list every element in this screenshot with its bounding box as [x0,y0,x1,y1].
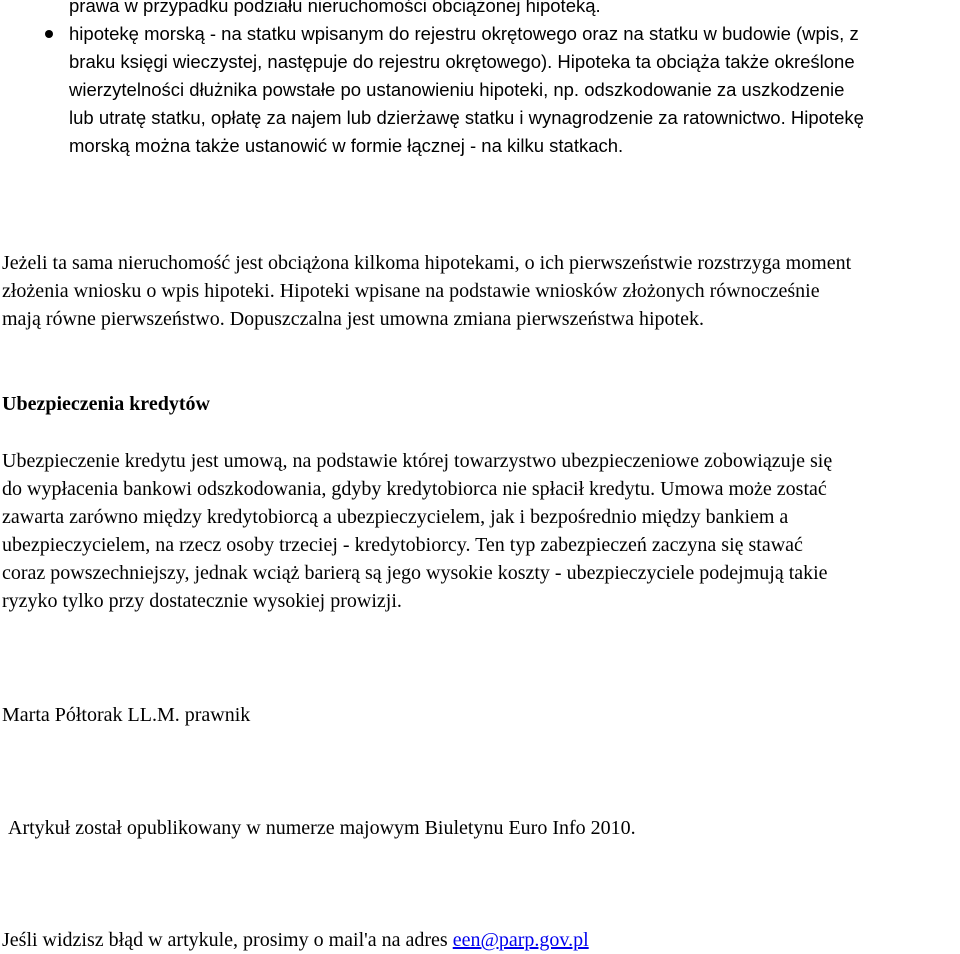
paragraph-line: złożenia wniosku o wpis hipoteki. Hipoteki wpisane na podstawie wniosków złożonych równocześnie [2,280,820,302]
paragraph-line: Jeżeli ta sama nieruchomość jest obciążona kilkoma hipotekami, o ich pierwszeństwie rozstrzyga moment [2,252,852,274]
paragraph-line: coraz powszechniejszy, jednak wciąż barierą są jego wysokie koszty - ubezpieczyciele podejmują takie [2,562,828,584]
bullet-line: hipotekę morską - na statku wpisanym do rejestru okrętowego oraz na statku w budowie (wpis, z [69,23,859,44]
paragraph-line: zawarta zarówno między kredytobiorcą a ubezpieczycielem, jak i bezpośrednio między bankiem a [2,506,789,528]
section-heading: Ubezpieczenia kredytów [2,393,210,415]
paragraph-line: mają równe pierwszeństwo. Dopuszczalna jest umowna zmiana pierwszeństwa hipotek. [2,308,704,330]
bullet-item-tail: prawa w przypadku podziału nieruchomości obciążonej hipoteką. [69,0,601,16]
paragraph-line: ubezpieczycielem, na rzecz osoby trzeciej - kredytobiorcy. Ten typ zabezpieczeń zaczyna się stawać [2,534,803,556]
bullet-line: wierzytelności dłużnika powstałe po ustanowieniu hipoteki, np. odszkodowanie za uszkodzenie [69,79,845,100]
paragraph-line: ryzyko tylko przy dostatecznie wysokiej prowizji. [2,590,402,612]
email-link[interactable]: een@parp.gov.pl [452,929,589,951]
priority-paragraph [2,249,958,333]
bullet-item-marine-mortgage [69,20,949,160]
bullet-line: morską można także ustanowić w formie łącznej - na kilku statkach. [69,135,624,156]
bullet-dot-icon [45,30,53,38]
contact-text: Jeśli widzisz błąd w artykule, prosimy o mail'a na adres [2,929,453,951]
published-note: Artykuł został opublikowany w numerze majowym Biuletynu Euro Info 2010. [8,817,636,839]
bullet-list [69,0,949,160]
author-line: Marta Półtorak LL.M. prawnik [2,704,251,726]
bullet-line: lub utratę statku, opłatę za najem lub dzierżawę statku i wynagrodzenie za ratownictwo. Hipotekę [69,107,864,128]
bullet-line: braku księgi wieczystej, następuje do rejestru okrętowego). Hipoteka ta obciąża także określone [69,51,855,72]
paragraph-line: do wypłacenia bankowi odszkodowania, gdyby kredytobiorca nie spłacił kredytu. Umowa może zostać [2,478,827,500]
paragraph-line: Ubezpieczenie kredytu jest umową, na podstawie której towarzystwo ubezpieczeniowe zobowiązuje się [2,450,833,472]
contact-line [2,926,958,954]
insurance-paragraph [2,447,958,615]
